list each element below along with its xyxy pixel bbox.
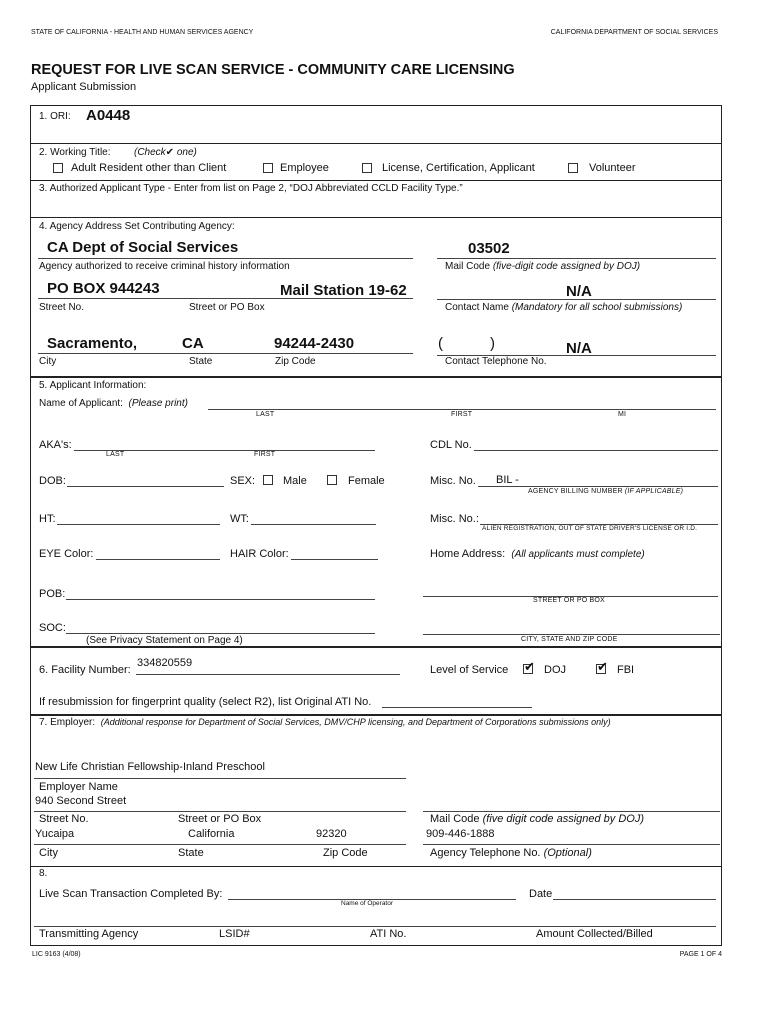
ori-label: 1. ORI: (39, 111, 71, 122)
original-ati-line[interactable] (382, 707, 532, 708)
aka-last-caption: LAST (106, 451, 125, 458)
license-applicant-checkbox[interactable] (362, 163, 372, 173)
employer-label: 7. Employer: (Additional response for Department of Social Services, DMV/CHP licensing, and Department of Corporations submissions only) (39, 717, 611, 728)
employee-label: Employee (280, 162, 329, 174)
fbi-label: FBI (617, 664, 635, 676)
cdl-label: CDL No. (430, 439, 472, 451)
facility-number-value[interactable]: 334820559 (137, 657, 193, 669)
eye-color-line[interactable] (96, 559, 220, 560)
form-number: LIC 9163 (4/08) (32, 951, 81, 958)
employer-city-caption: City (39, 847, 58, 859)
applicant-info-label: 5. Applicant Information: (39, 380, 147, 391)
mail-code-caption: Mail Code (five-digit code assigned by DOJ) (445, 261, 641, 272)
transmitting-agency-caption: Transmitting Agency (39, 928, 139, 940)
eye-color-label: EYE Color: (39, 548, 94, 560)
street-no-value[interactable]: PO BOX 944243 (47, 280, 160, 297)
working-title-label: 2. Working Title: (39, 147, 111, 158)
date-label: Date (529, 888, 553, 900)
hair-color-label: HAIR Color: (230, 548, 289, 560)
city-caption: City (39, 356, 57, 367)
volunteer-checkbox[interactable] (568, 163, 578, 173)
ori-value[interactable]: A0448 (86, 107, 131, 124)
contact-phone-value[interactable]: N/A (566, 340, 592, 357)
misc-no-line[interactable] (478, 486, 718, 487)
employer-zip-caption: Zip Code (323, 847, 368, 859)
underline (423, 811, 720, 812)
state-value[interactable]: CA (182, 335, 204, 352)
agency-header-left: STATE OF CALIFORNIA - HEALTH AND HUMAN SERVICES AGENCY (31, 29, 254, 36)
first-caption: FIRST (451, 411, 473, 418)
divider (30, 143, 722, 144)
underline (38, 298, 413, 299)
street-value[interactable]: Mail Station 19-62 (280, 282, 407, 299)
employer-state-caption: State (178, 847, 204, 859)
street-caption: Street or PO Box (189, 302, 265, 313)
adult-resident-checkbox[interactable] (53, 163, 63, 173)
ht-line[interactable] (57, 524, 220, 525)
home-address-label: Home Address: (All applicants must complete) (430, 548, 645, 560)
home-city-line[interactable] (423, 634, 720, 635)
applicant-name-label: Name of Applicant: (Please print) (39, 398, 188, 409)
employer-name-value[interactable]: New Life Christian Fellowship-Inland Preschool (35, 761, 265, 773)
applicant-name-line[interactable] (208, 409, 716, 410)
section-8-label: 8. (39, 868, 48, 879)
agency-name-caption: Agency authorized to receive criminal history information (39, 261, 290, 272)
employer-zip-value[interactable]: 92320 (316, 828, 347, 840)
aka-first-caption: FIRST (254, 451, 276, 458)
lsid-caption: LSID# (219, 928, 250, 940)
male-label: Male (283, 475, 307, 487)
billing-number-caption: AGENCY BILLING NUMBER (IF APPLICABLE) (528, 488, 684, 495)
date-line[interactable] (553, 899, 716, 900)
pob-label: POB: (39, 588, 66, 600)
contact-name-value[interactable]: N/A (566, 283, 592, 300)
underline (38, 258, 413, 259)
facility-number-line (136, 674, 400, 675)
applicant-type-label: 3. Authorized Applicant Type - Enter from list on Page 2, “DOJ Abbreviated CCLD Facility Type.” (39, 183, 463, 194)
wt-label: WT: (230, 513, 249, 525)
employer-mail-code-caption: Mail Code (five digit code assigned by DOJ) (430, 813, 645, 825)
level-of-service-label: Level of Service (430, 664, 509, 676)
contact-phone-caption: Contact Telephone No. (445, 356, 547, 367)
phone-paren-open: ( (438, 335, 443, 352)
employer-state-value[interactable]: California (188, 828, 235, 840)
employee-checkbox[interactable] (263, 163, 273, 173)
underline (34, 844, 406, 845)
misc-no-2-label: Misc. No.: (430, 513, 479, 525)
cdl-line[interactable] (474, 450, 718, 451)
aka-label: AKA's: (39, 439, 72, 451)
mi-caption: MI (618, 411, 627, 418)
city-value[interactable]: Sacramento, (47, 335, 138, 352)
doj-checkbox[interactable] (523, 659, 535, 674)
operator-caption: Name of Operator (341, 900, 394, 907)
page-number: PAGE 1 OF 4 (679, 951, 722, 958)
resubmission-label: If resubmission for fingerprint quality (select R2), list Original ATI No. (39, 696, 372, 708)
agency-name-value[interactable]: CA Dept of Social Services (47, 239, 239, 256)
contact-name-caption: Contact Name (Mandatory for all school submissions) (445, 302, 683, 313)
checkmark-icon: ✔ (597, 659, 608, 674)
privacy-note: (See Privacy Statement on Page 4) (86, 635, 243, 646)
employer-street-caption: Street or PO Box (178, 813, 262, 825)
last-caption: LAST (256, 411, 275, 418)
male-checkbox[interactable] (263, 475, 273, 485)
underline (423, 844, 720, 845)
sex-label: SEX: (230, 475, 256, 487)
underline (34, 778, 406, 779)
employer-phone-value[interactable]: 909-446-1888 (426, 828, 495, 840)
alien-registration-caption: ALIEN REGISTRATION, OUT OF STATE DRIVER'S LICENSE OR I.D. (482, 525, 698, 532)
dob-label: DOB: (39, 475, 66, 487)
ati-no-caption: ATI No. (370, 928, 407, 940)
female-label: Female (348, 475, 385, 487)
ht-label: HT: (39, 513, 56, 525)
hair-color-line[interactable] (291, 559, 378, 560)
divider (30, 180, 722, 181)
working-title-hint: (Check✔ one) (134, 147, 197, 158)
doj-label: DOJ (544, 664, 566, 676)
underline (34, 811, 406, 812)
mail-code-value[interactable]: 03502 (468, 240, 510, 257)
underline (437, 258, 716, 259)
employer-phone-caption: Agency Telephone No. (Optional) (430, 847, 592, 859)
street-caption-small: STREET OR PO BOX (533, 597, 605, 604)
transaction-line[interactable] (34, 926, 716, 927)
employer-city-value[interactable]: Yucaipa (35, 828, 75, 840)
divider (30, 217, 722, 218)
facility-number-label: 6. Facility Number: (39, 664, 131, 676)
agency-address-label: 4. Agency Address Set Contributing Agency: (39, 221, 235, 232)
dob-line[interactable] (67, 486, 224, 487)
volunteer-label: Volunteer (589, 162, 636, 174)
agency-header-right: CALIFORNIA DEPARTMENT OF SOCIAL SERVICES (550, 29, 718, 36)
zip-value[interactable]: 94244-2430 (274, 335, 355, 352)
adult-resident-label: Adult Resident other than Client (71, 162, 227, 174)
city-state-zip-caption: CITY, STATE AND ZIP CODE (521, 636, 618, 643)
underline (437, 299, 716, 300)
zip-caption: Zip Code (275, 356, 316, 367)
wt-line[interactable] (251, 524, 376, 525)
employer-name-caption: Employer Name (39, 781, 118, 793)
misc-no-value[interactable]: BIL - (496, 474, 519, 486)
soc-line[interactable] (66, 633, 375, 634)
completed-by-label: Live Scan Transaction Completed By: (39, 888, 223, 900)
underline (38, 353, 413, 354)
fbi-checkbox[interactable] (596, 659, 608, 674)
phone-paren-close: ) (490, 335, 495, 352)
street-no-caption: Street No. (39, 302, 85, 313)
form-subtitle: Applicant Submission (31, 81, 137, 93)
misc-no-label: Misc. No. (430, 475, 476, 487)
female-checkbox[interactable] (327, 475, 337, 485)
employer-street-no-caption: Street No. (39, 813, 89, 825)
amount-caption: Amount Collected/Billed (536, 928, 653, 940)
form-title: REQUEST FOR LIVE SCAN SERVICE - COMMUNITY CARE LICENSING (31, 62, 515, 78)
pob-line[interactable] (66, 599, 375, 600)
soc-label: SOC: (39, 622, 66, 634)
employer-street-value[interactable]: 940 Second Street (35, 795, 127, 807)
checkmark-icon: ✔ (524, 659, 535, 674)
license-applicant-label: License, Certification, Applicant (382, 162, 535, 174)
state-caption: State (189, 356, 213, 367)
